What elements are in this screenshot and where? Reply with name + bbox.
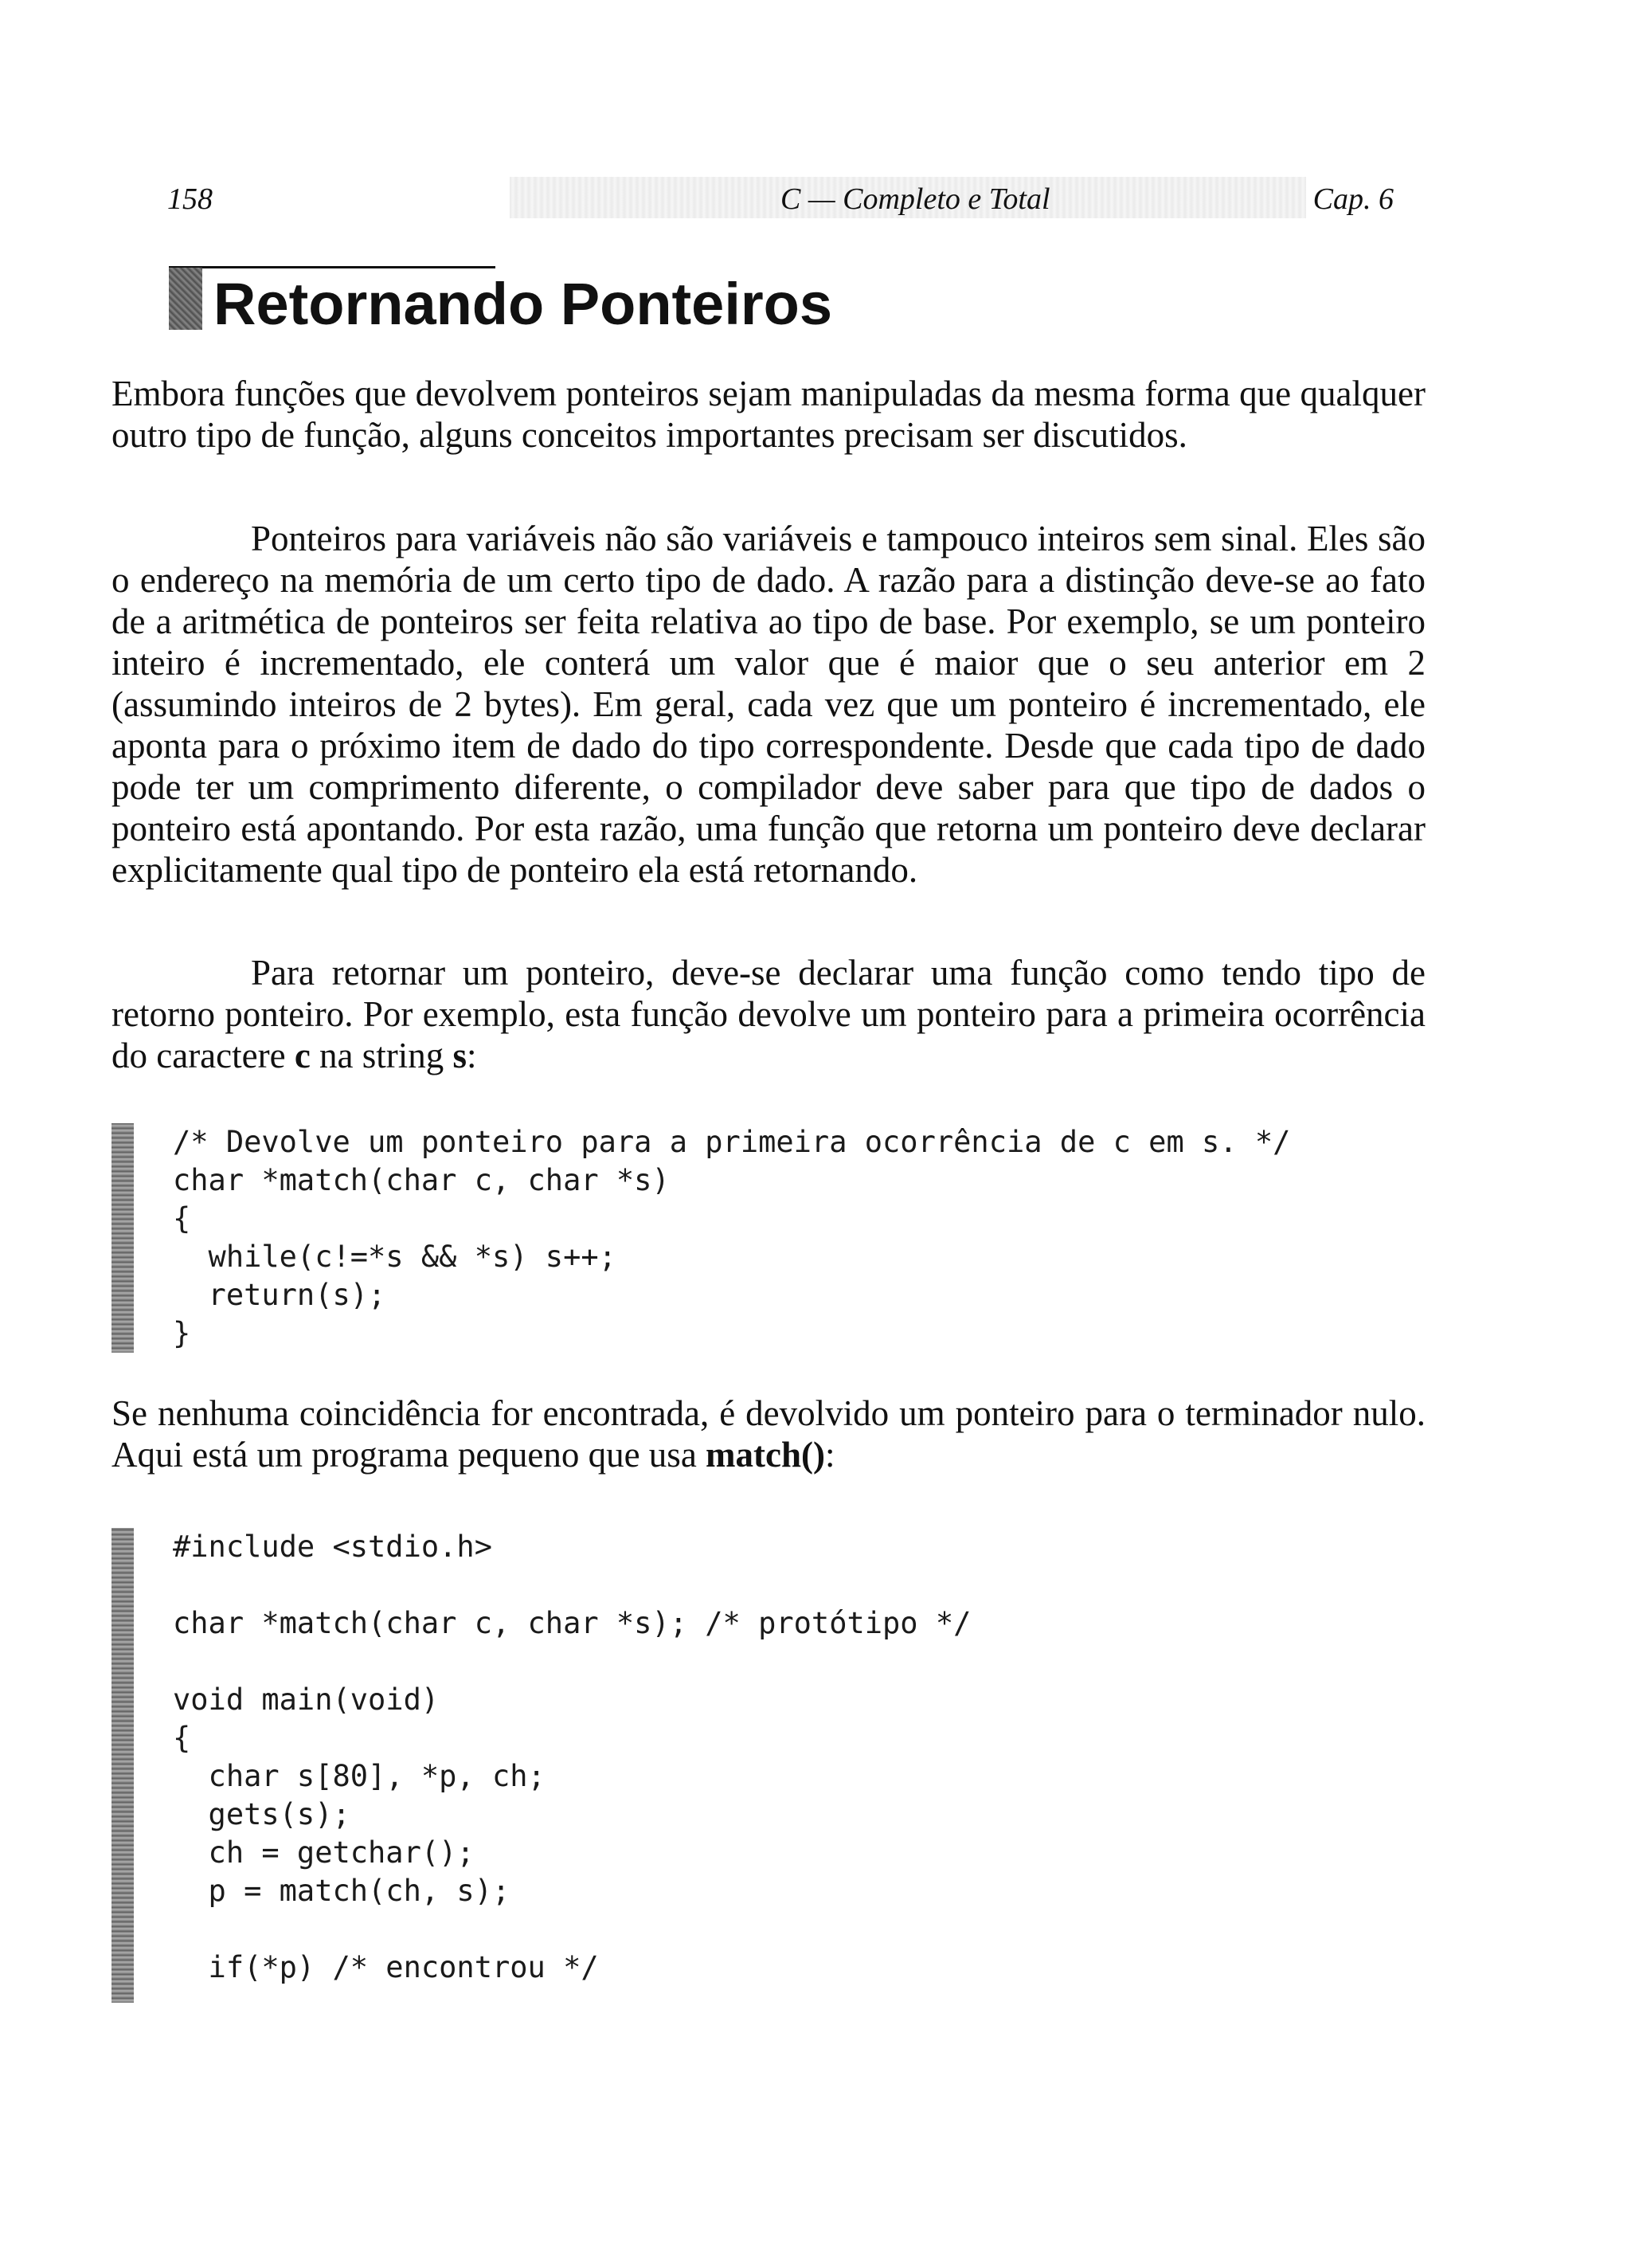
paragraph-3-text-b: na string <box>310 1036 453 1075</box>
section-title: Retornando Ponteiros <box>213 271 833 337</box>
code-block-main-program <box>111 1528 1465 2003</box>
book-title: C — Completo e Total <box>780 182 1050 216</box>
inline-function-match: match() <box>706 1435 825 1475</box>
paragraph-4-text-b: : <box>825 1435 835 1475</box>
code-listing-match: /* Devolve um ponteiro para a primeira ocorrência de c em s. */ char *match(char c, char *s) { while(c!=*s && *s) s++; return(s); } <box>173 1125 1291 1350</box>
code-block-match-function <box>111 1123 1465 1353</box>
chapter-label: Cap. 6 <box>1312 182 1394 216</box>
inline-var-s: s <box>452 1036 467 1075</box>
paragraph-1: Embora funções que devolvem ponteiros sejam manipuladas da mesma forma que qualquer outro tipo de função, alguns conceitos importantes precisam ser discutidos. <box>111 374 1426 455</box>
running-header <box>167 177 1394 221</box>
code-listing-main: #include <stdio.h> char *match(char c, char *s); /* protótipo */ void main(void) { char s[80], *p, ch; gets(s); ch = getchar(); p = match(ch, s); if(*p) /* encontrou */ <box>173 1530 972 1984</box>
paragraph-4 <box>111 1393 1426 1475</box>
paragraph-3-text-c: : <box>467 1036 477 1075</box>
paragraph-2: Ponteiros para variáveis não são variáveis e tampouco inteiros sem sinal. Eles são o endereço na memória de um certo tipo de dado. A razão para a distinção deve-se ao fato de a aritmética de ponteiros ser feita relativa ao tipo de base. Por exemplo, se um ponteiro inteiro é incrementado, ele conterá um valor que é maior que o seu anterior em 2 (assumindo inteiros de 2 bytes). Em geral, cada vez que um ponteiro é incrementado, ele aponta para o próximo item de dado do tipo correspondente. Desde que cada tipo de dado pode ter um comprimento diferente, o compilador deve saber para que tipo de dados o ponteiro está apontando. Por esta razão, uma função que retorna um ponteiro deve declarar explicitamente qual tipo de ponteiro ela está retornando. <box>111 519 1426 890</box>
code-margin-bar <box>111 1528 134 2003</box>
inline-var-c: c <box>294 1036 311 1075</box>
paragraph-3 <box>111 952 1426 1076</box>
section-marker-icon <box>169 268 202 330</box>
code-margin-bar <box>111 1123 134 1353</box>
paragraph-3-text-a: Para retornar um ponteiro, deve-se declarar uma função como tendo tipo de retorno ponteiro. Por exemplo, esta função devolve um ponteiro para a primeira ocorrência do caractere <box>111 953 1426 1075</box>
page-number: 158 <box>167 182 213 216</box>
paragraph-4-text-a: Se nenhuma coincidência for encontrada, é devolvido um ponteiro para o terminador nulo. Aqui está um programa pequeno que usa <box>111 1393 1426 1475</box>
